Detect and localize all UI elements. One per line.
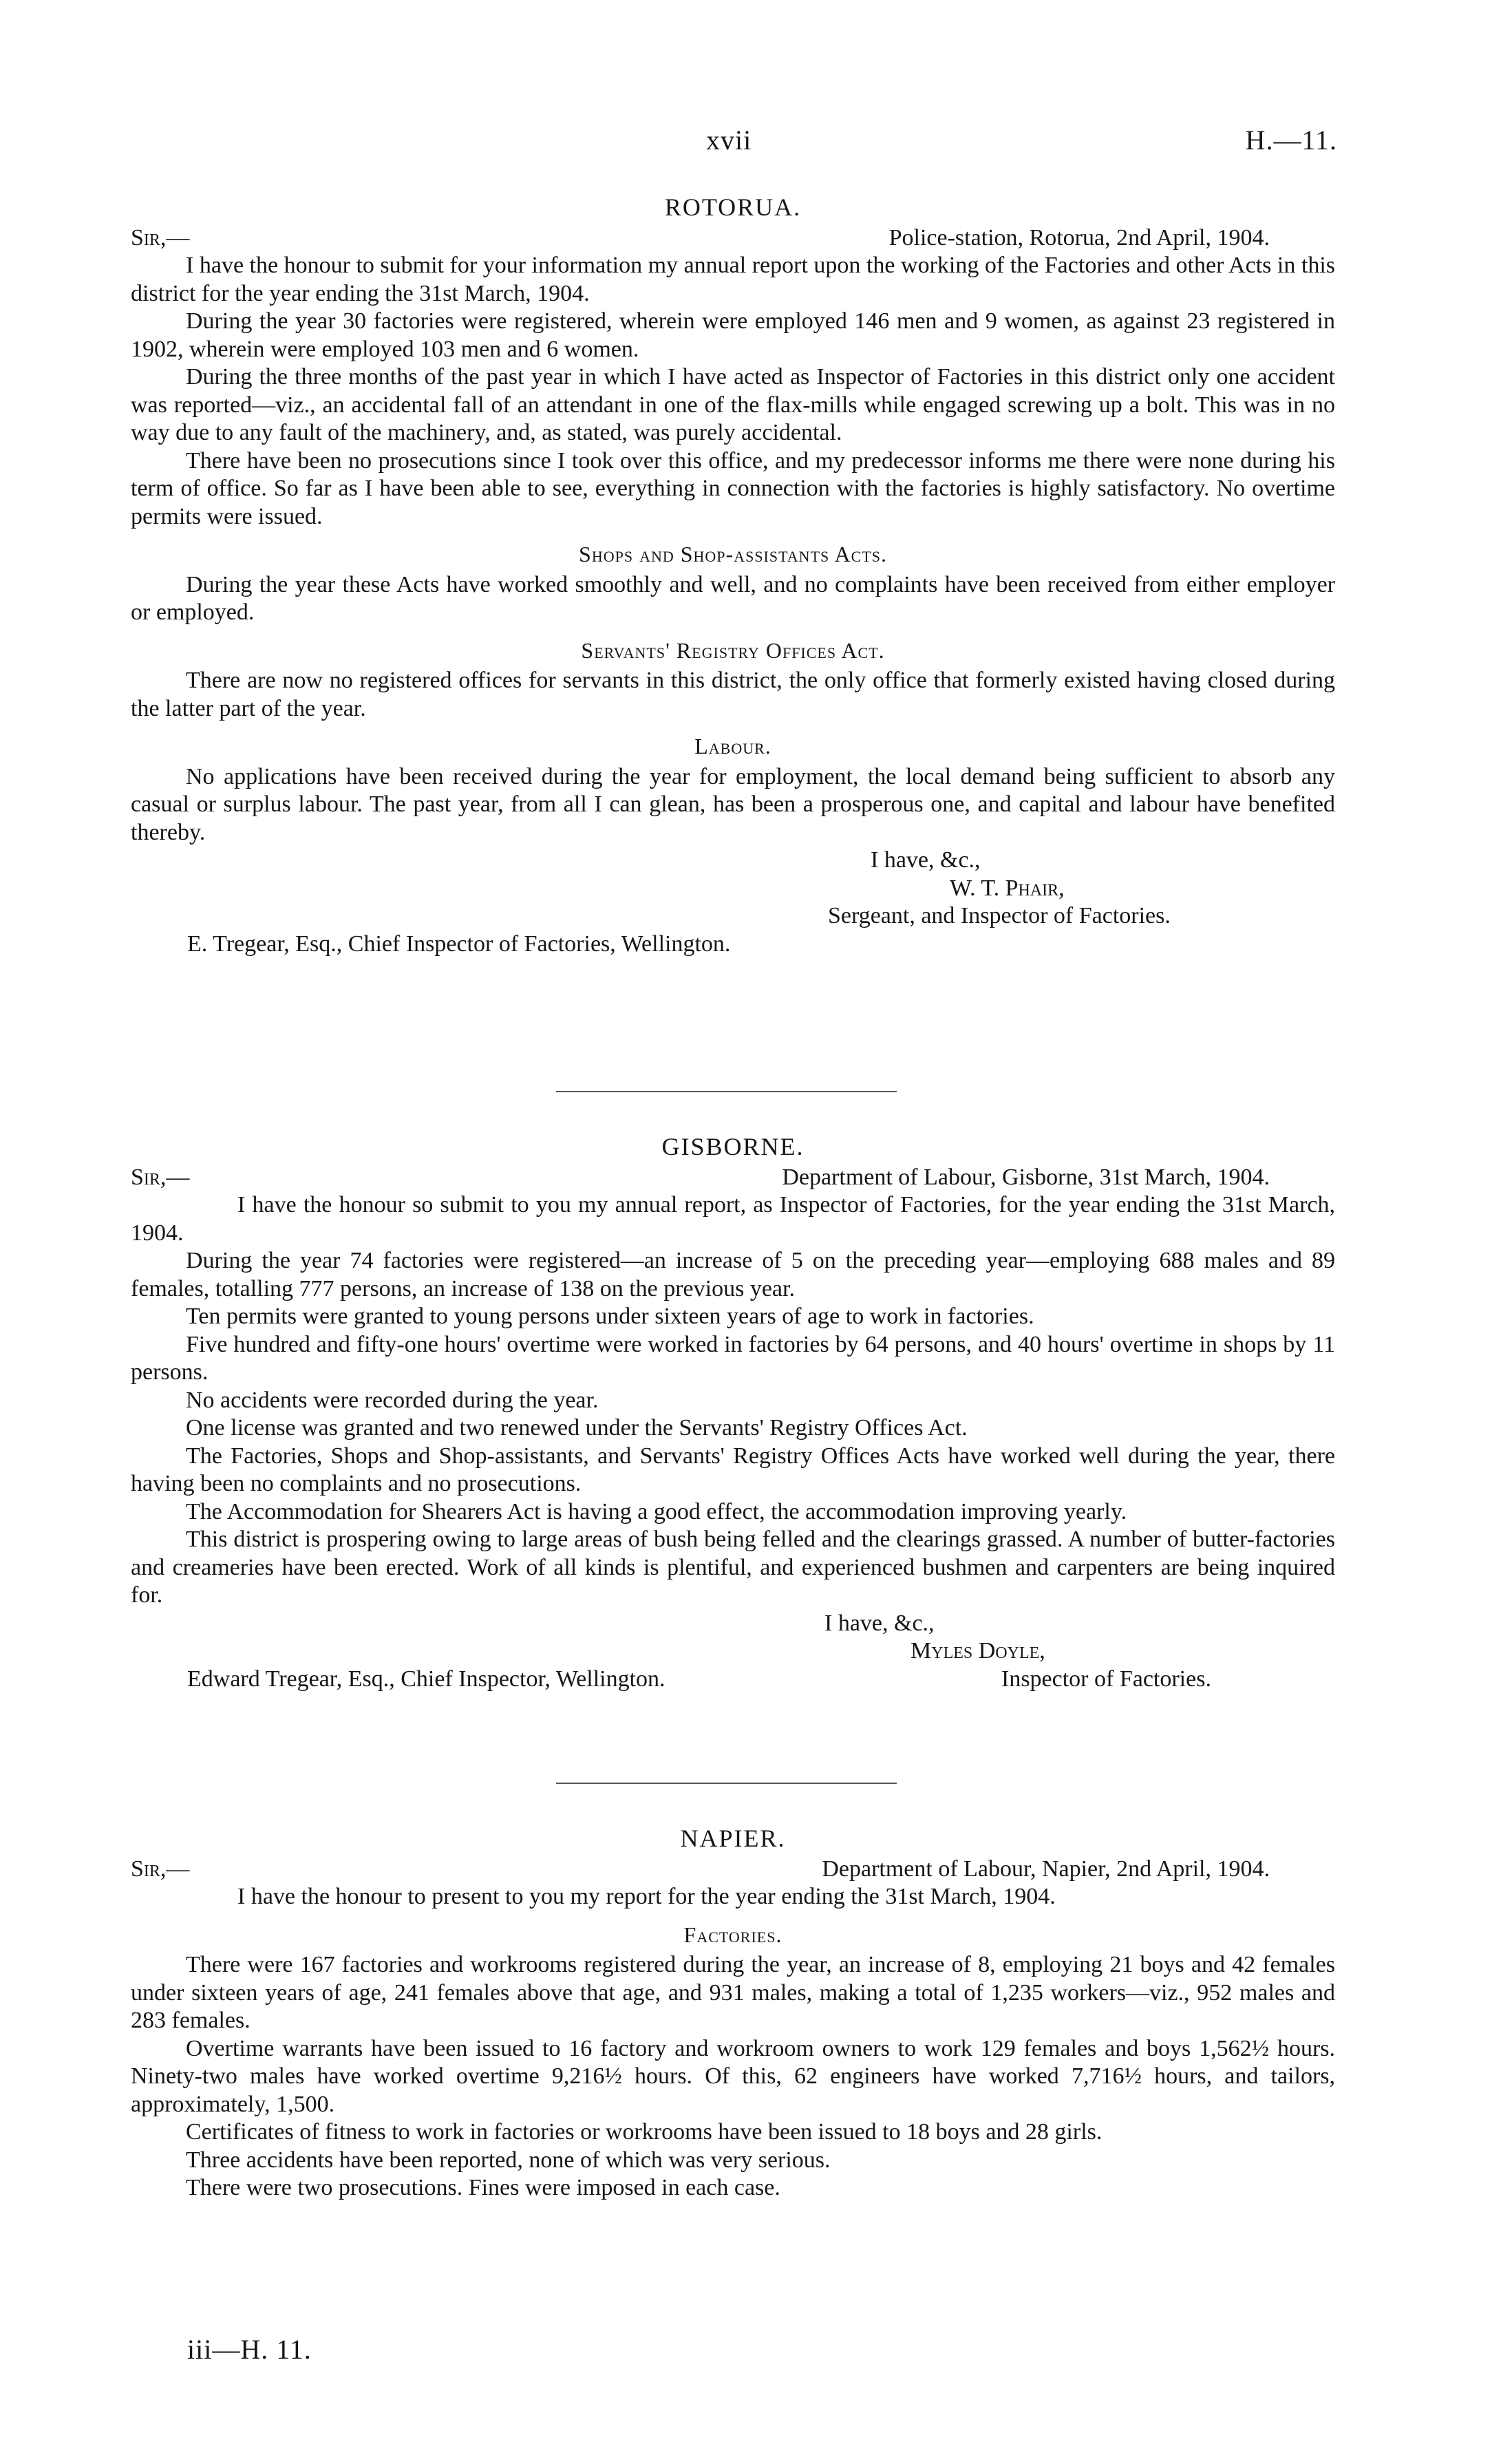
napier-title: NAPIER. <box>680 1825 786 1852</box>
rotorua-registry-heading: Servants' Registry Offices Act. <box>581 637 885 663</box>
rotorua-paragraph: There have been no prosecutions since I took over this office, and my predecessor informs me there were none during his term of office. So far as I have been able to see, everything in connection with the factories is highly satisfactory. No overtime permits were issued. <box>131 447 1335 529</box>
rotorua-closing: I have, &c., <box>871 847 981 873</box>
gisborne-paragraph: No accidents were recorded during the year. <box>186 1387 599 1413</box>
rotorua-signatory-title: Sergeant, and Inspector of Factories. <box>828 903 1171 928</box>
signature-mark: iii—H. 11. <box>187 2334 312 2365</box>
rotorua-paragraph: During the three months of the past year in which I have acted as Inspector of Factories in this district only one accident was reported—viz., an accidental fall of an attendant in one of the flax-mills while engaged screwing up a bolt. This was in no way due to any fault of the machinery, and, as stated, was purely accidental. <box>131 364 1335 445</box>
rotorua-title: ROTORUA. <box>664 193 802 221</box>
page-number: xvii <box>706 125 752 156</box>
napier-paragraph: Overtime warrants have been issued to 16 factory and workroom owners to work 129 females and boys 1,562½ hours. Ninety-two males have worked overtime 9,216½ hours. Of this, 62 engineers have worked 7,716½ hours, and tailors, approximately, 1,500. <box>131 2035 1335 2117</box>
gisborne-intro: I have the honour so submit to you my annual report, as Inspector of Factories, for the year ending the 31st March, 1904. <box>131 1192 1335 1246</box>
rotorua-paragraph: I have the honour to submit for your information my annual report upon the working of the Factories and other Acts in this district for the year ending the 31st March, 1904. <box>131 253 1335 306</box>
rotorua-report <box>131 193 1335 958</box>
napier-paragraph: There were two prosecutions. Fines were imposed in each case. <box>186 2175 780 2200</box>
rotorua-shops-text: During the year these Acts have worked smoothly and well, and no complaints have been received from either employer or employed. <box>131 571 1335 625</box>
napier-paragraph: There were 167 factories and workrooms registered during the year, an increase of 8, employing 21 boys and 42 females under sixteen years of age, 241 females above that age, and 931 males, making a total of 1,235 workers—viz., 952 males and 283 females. <box>131 1952 1335 2033</box>
section-divider <box>556 1091 897 1092</box>
napier-paragraph: Three accidents have been reported, none of which was very serious. <box>186 2147 831 2173</box>
rotorua-shops-heading: Shops and Shop-assistants Acts. <box>579 542 887 566</box>
napier-factories-heading: Factories. <box>683 1922 782 1947</box>
napier-paragraph: Certificates of fitness to work in factories or workrooms have been issued to 18 boys and 28 girls. <box>186 2119 1103 2145</box>
rotorua-signatory: W. T. Phair, <box>950 875 1065 901</box>
napier-dateline: Department of Labour, Napier, 2nd April, 1904. <box>822 1856 1270 1882</box>
gisborne-paragraph: During the year 74 factories were registered—an increase of 5 on the preceding year—employing 688 males and 89 females, totalling 777 persons, an increase of 138 on the previous year. <box>131 1248 1335 1301</box>
gisborne-paragraph: Five hundred and fifty-one hours' overtime were worked in factories by 64 persons, and 40 hours' overtime in shops by 11 persons. <box>131 1331 1335 1385</box>
gisborne-report <box>131 1133 1335 1693</box>
rotorua-paragraph: During the year 30 factories were registered, wherein were employed 146 men and 9 women, as against 23 registered in 1902, wherein were employed 103 men and 6 women. <box>131 308 1335 362</box>
series-code: H.—11. <box>1245 125 1337 156</box>
napier-intro: I have the honour to present to you my report for the year ending the 31st March, 1904. <box>237 1884 1056 1909</box>
napier-salutation: Sir,— <box>131 1856 190 1882</box>
gisborne-addressee: Edward Tregear, Esq., Chief Inspector, Wellington. <box>187 1666 666 1692</box>
rotorua-dateline: Police-station, Rotorua, 2nd April, 1904. <box>888 224 1270 251</box>
gisborne-paragraph: The Factories, Shops and Shop-assistants, and Servants' Registry Offices Acts have worked well during the year, there having been no complaints and no prosecutions. <box>131 1443 1335 1496</box>
gisborne-paragraph: This district is prospering owing to large areas of bush being felled and the clearings grassed. A number of butter-factories and creameries have been erected. Work of all kinds is plentiful, and experienced bushmen and carpenters are being inquired for. <box>131 1527 1335 1608</box>
rotorua-addressee: E. Tregear, Esq., Chief Inspector of Factories, Wellington. <box>187 931 731 957</box>
gisborne-paragraph: Ten permits were granted to young persons under sixteen years of age to work in factories. <box>186 1304 1034 1329</box>
rotorua-labour-heading: Labour. <box>694 734 771 758</box>
gisborne-salutation: Sir,— <box>131 1164 190 1190</box>
gisborne-paragraph: The Accommodation for Shearers Act is having a good effect, the accommodation improving yearly. <box>186 1498 1127 1524</box>
gisborne-signatory: Myles Doyle, <box>911 1638 1045 1664</box>
gisborne-signatory-title: Inspector of Factories. <box>1001 1666 1211 1692</box>
gisborne-closing: I have, &c., <box>824 1610 935 1636</box>
napier-report <box>131 1825 1335 2202</box>
gisborne-title: GISBORNE. <box>661 1133 805 1160</box>
gisborne-paragraph: One license was granted and two renewed under the Servants' Registry Offices Act. <box>186 1415 968 1441</box>
rotorua-labour-text: No applications have been received during the year for employment, the local demand being sufficient to absorb any casual or surplus labour. The past year, from all I can glean, has been a prosperous one, and capital and labour have benefited thereby. <box>131 763 1335 845</box>
section-divider <box>556 1783 897 1784</box>
rotorua-registry-text: There are now no registered offices for servants in this district, the only office that formerly existed having closed during the latter part of the year. <box>131 668 1335 721</box>
rotorua-salutation: Sir,— <box>131 224 190 251</box>
gisborne-dateline: Department of Labour, Gisborne, 31st March, 1904. <box>782 1164 1270 1190</box>
